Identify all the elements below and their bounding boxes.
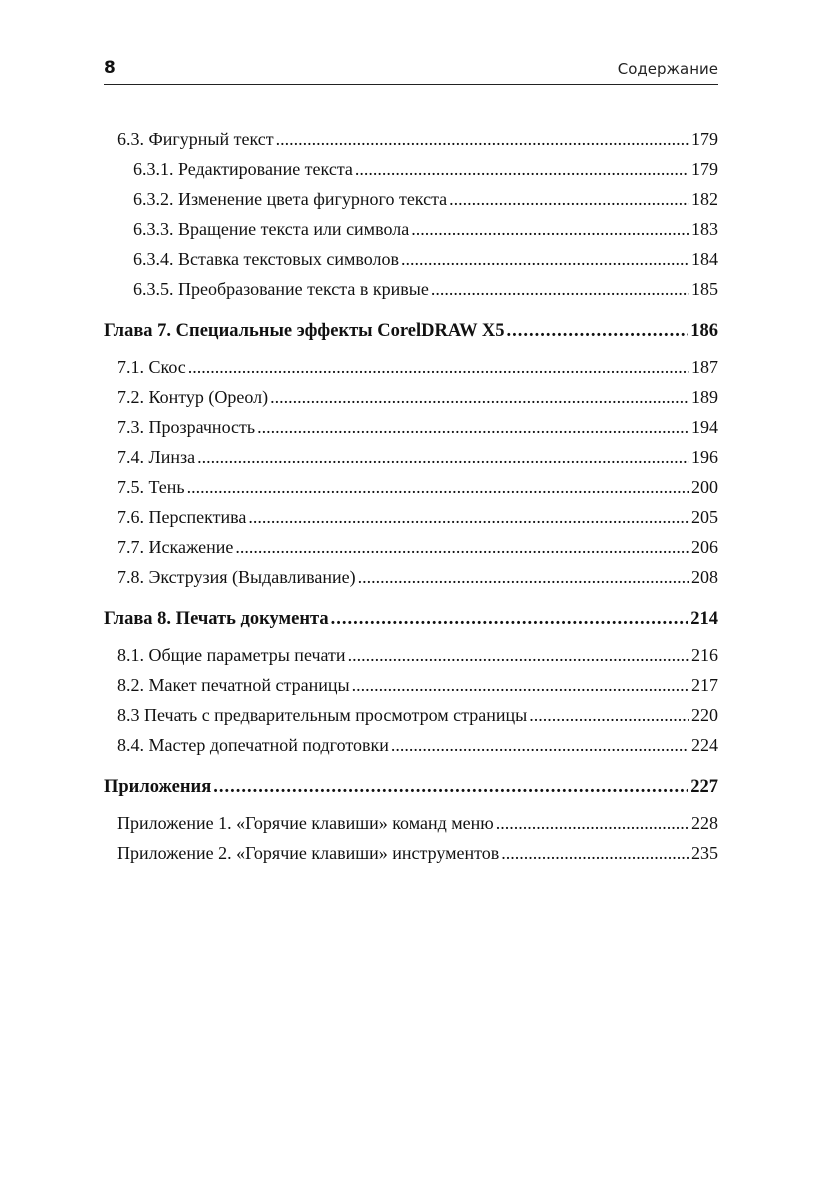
dot-leader (352, 670, 689, 700)
toc-entry-title: Приложения (104, 777, 212, 797)
toc-chapter-entry[interactable] (104, 772, 718, 802)
dot-leader (529, 700, 689, 730)
toc-entry-page: 224 (691, 735, 718, 755)
toc-entry[interactable] (104, 352, 718, 382)
toc-entry-title: 7.6. Перспектива (117, 507, 247, 527)
toc-entry-page: 208 (691, 567, 718, 587)
toc-entry-page: 217 (691, 675, 718, 695)
toc-entry-page: 179 (691, 159, 718, 179)
dot-leader (348, 640, 689, 670)
toc-entry-title: 7.8. Экструзия (Выдавливание) (117, 567, 356, 587)
dot-leader (248, 502, 689, 532)
toc-entry[interactable] (104, 244, 718, 274)
dot-leader (411, 214, 689, 244)
toc-entry-title: 7.2. Контур (Ореол) (117, 387, 269, 407)
toc-entry-page: 196 (691, 447, 718, 467)
dot-leader (431, 274, 689, 304)
toc-chapter-entry[interactable] (104, 604, 718, 634)
toc-entry[interactable] (104, 838, 718, 868)
toc-entry[interactable] (104, 502, 718, 532)
dot-leader (188, 352, 689, 382)
toc-entry-page: 214 (690, 609, 718, 629)
dot-leader (401, 244, 689, 274)
toc-entry-page: 227 (690, 777, 718, 797)
toc-entry-title: 7.4. Линза (117, 447, 196, 467)
toc-entry-page: 183 (691, 219, 718, 239)
toc-entry-page: 206 (691, 537, 718, 557)
dot-leader (276, 124, 689, 154)
toc-entry-title: Глава 7. Специальные эффекты CorelDRAW X5 (104, 321, 505, 341)
toc-entry-title: 6.3.2. Изменение цвета фигурного текста (133, 189, 448, 209)
toc-entry-title: 6.3.5. Преобразование текста в кривые (133, 279, 429, 299)
toc-entry-title: 6.3.4. Вставка текстовых символов (133, 249, 400, 269)
toc-entry-page: 185 (691, 279, 718, 299)
toc-entry-title: 7.5. Тень (117, 477, 185, 497)
toc-entry[interactable] (104, 154, 718, 184)
toc-entry-title: 7.1. Скос (117, 357, 186, 377)
toc-entry-title: Приложение 1. «Горячие клавиши» команд меню (117, 813, 494, 833)
toc-entry[interactable] (104, 184, 718, 214)
toc-chapter-entry[interactable] (104, 316, 718, 346)
dot-leader (187, 472, 689, 502)
toc-entry[interactable] (104, 700, 718, 730)
toc-entry[interactable] (104, 730, 718, 760)
toc-entry[interactable] (104, 808, 718, 838)
toc-entry-page: 220 (691, 705, 718, 725)
toc-entry[interactable] (104, 670, 718, 700)
toc-entry-title: 8.4. Мастер допечатной подготовки (117, 735, 389, 755)
toc-entry-title: 8.3 Печать с предварительным просмотром страницы (117, 705, 528, 725)
dot-leader (496, 808, 689, 838)
toc-entry-page: 189 (691, 387, 718, 407)
toc-entry-page: 200 (691, 477, 718, 497)
toc-entry[interactable] (104, 442, 718, 472)
toc-entry[interactable] (104, 382, 718, 412)
dot-leader (507, 316, 689, 346)
page-header (104, 58, 718, 85)
toc-entry[interactable] (104, 274, 718, 304)
toc-entry[interactable] (104, 412, 718, 442)
toc-entry[interactable] (104, 640, 718, 670)
toc-entry-title: 8.2. Макет печатной страницы (117, 675, 350, 695)
toc-entry-title: 7.7. Искажение (117, 537, 234, 557)
dot-leader (501, 838, 689, 868)
toc-entry-page: 235 (691, 843, 718, 863)
toc-entry[interactable] (104, 214, 718, 244)
dot-leader (358, 562, 689, 592)
dot-leader (270, 382, 689, 412)
toc-entry-page: 184 (691, 249, 718, 269)
toc-entry[interactable] (104, 124, 718, 154)
toc-entry-title: 8.1. Общие параметры печати (117, 645, 346, 665)
toc-entry-page: 187 (691, 357, 718, 377)
dot-leader (235, 532, 689, 562)
toc-entry-page: 228 (691, 813, 718, 833)
dot-leader (331, 604, 689, 634)
toc-entry-page: 194 (691, 417, 718, 437)
table-of-contents (104, 124, 718, 868)
dot-leader (449, 184, 689, 214)
toc-entry[interactable] (104, 472, 718, 502)
toc-entry-page: 205 (691, 507, 718, 527)
toc-entry-page: 186 (690, 321, 718, 341)
toc-entry-page: 182 (691, 189, 718, 209)
toc-entry-title: 6.3.1. Редактирование текста (133, 159, 353, 179)
toc-entry-page: 216 (691, 645, 718, 665)
toc-entry-title: 7.3. Прозрачность (117, 417, 256, 437)
toc-entry[interactable] (104, 532, 718, 562)
dot-leader (197, 442, 689, 472)
toc-entry-title: 6.3.3. Вращение текста или символа (133, 219, 410, 239)
toc-entry-title: Приложение 2. «Горячие клавиши» инструментов (117, 843, 500, 863)
toc-entry-page: 179 (691, 129, 718, 149)
toc-entry-title: Глава 8. Печать документа (104, 609, 329, 629)
dot-leader (257, 412, 689, 442)
page-number: 8 (104, 58, 116, 78)
dot-leader (391, 730, 689, 760)
running-head: Содержание (617, 60, 718, 78)
dot-leader (355, 154, 689, 184)
toc-entry[interactable] (104, 562, 718, 592)
toc-entry-title: 6.3. Фигурный текст (117, 129, 274, 149)
dot-leader (213, 772, 688, 802)
